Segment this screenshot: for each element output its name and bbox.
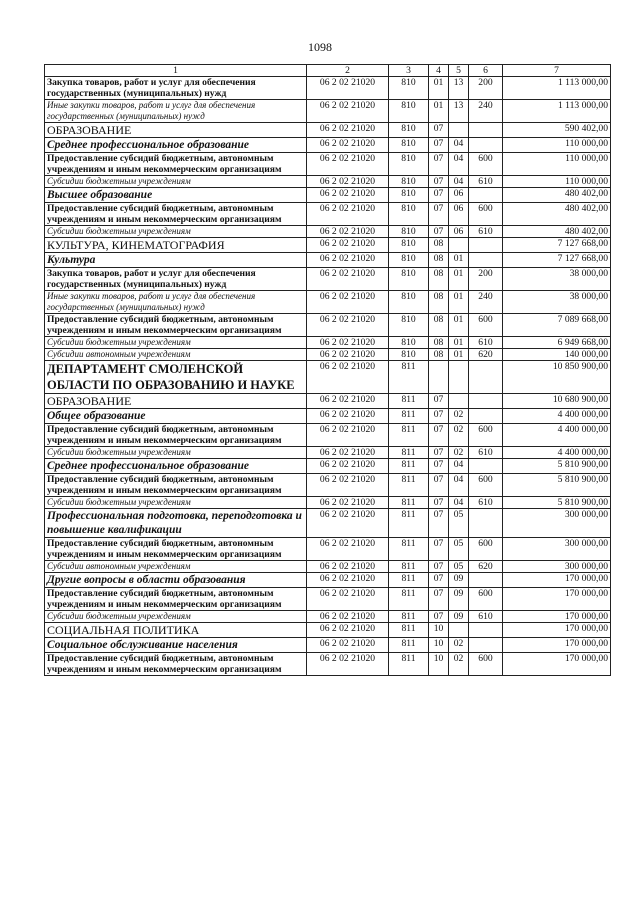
section-cell: 07 — [429, 176, 449, 188]
expense-type-cell: 610 — [469, 337, 503, 349]
table-body — [45, 77, 611, 676]
target-code-cell: 06 2 02 21020 — [307, 573, 389, 588]
amount-cell: 170 000,00 — [503, 573, 611, 588]
target-code-cell: 06 2 02 21020 — [307, 459, 389, 474]
subsection-cell: 01 — [449, 253, 469, 268]
table-row — [45, 394, 611, 409]
subsection-cell: 01 — [449, 337, 469, 349]
row-name-cell: Предоставление субсидий бюджетным, автономным учреждениям и иным некоммерческим организациям — [45, 474, 307, 497]
column-header: 3 — [389, 65, 429, 77]
section-cell: 07 — [429, 138, 449, 153]
grbs-cell: 810 — [389, 77, 429, 100]
grbs-cell: 811 — [389, 588, 429, 611]
amount-cell: 1 113 000,00 — [503, 100, 611, 123]
target-code-cell: 06 2 02 21020 — [307, 176, 389, 188]
grbs-cell: 811 — [389, 573, 429, 588]
table-row — [45, 291, 611, 314]
subsection-cell: 01 — [449, 349, 469, 361]
table-row — [45, 203, 611, 226]
row-name-cell: Иные закупки товаров, работ и услуг для обеспечения государственных (муниципальных) нужд — [45, 291, 307, 314]
expense-type-cell: 610 — [469, 226, 503, 238]
target-code-cell: 06 2 02 21020 — [307, 653, 389, 676]
grbs-cell: 811 — [389, 394, 429, 409]
row-name-cell: Субсидии бюджетным учреждениям — [45, 447, 307, 459]
amount-cell: 140 000,00 — [503, 349, 611, 361]
subsection-cell: 06 — [449, 226, 469, 238]
table-row — [45, 361, 611, 394]
expense-type-cell — [469, 361, 503, 394]
row-name-cell: Иные закупки товаров, работ и услуг для обеспечения государственных (муниципальных) нужд — [45, 100, 307, 123]
grbs-cell: 811 — [389, 561, 429, 573]
target-code-cell: 06 2 02 21020 — [307, 77, 389, 100]
table-row — [45, 611, 611, 623]
table-row — [45, 226, 611, 238]
row-name-cell: Другие вопросы в области образования — [45, 573, 307, 588]
grbs-cell: 810 — [389, 153, 429, 176]
table-row — [45, 253, 611, 268]
expense-type-cell: 610 — [469, 497, 503, 509]
amount-cell: 38 000,00 — [503, 291, 611, 314]
section-cell: 08 — [429, 268, 449, 291]
target-code-cell: 06 2 02 21020 — [307, 253, 389, 268]
subsection-cell: 05 — [449, 538, 469, 561]
section-cell: 07 — [429, 424, 449, 447]
target-code-cell: 06 2 02 21020 — [307, 623, 389, 638]
table-row — [45, 459, 611, 474]
grbs-cell: 811 — [389, 653, 429, 676]
row-name-cell: Закупка товаров, работ и услуг для обеспечения государственных (муниципальных) нужд — [45, 268, 307, 291]
table-row — [45, 474, 611, 497]
section-cell: 07 — [429, 509, 449, 538]
target-code-cell: 06 2 02 21020 — [307, 538, 389, 561]
amount-cell: 170 000,00 — [503, 623, 611, 638]
amount-cell: 110 000,00 — [503, 138, 611, 153]
section-cell: 07 — [429, 459, 449, 474]
amount-cell: 5 810 900,00 — [503, 459, 611, 474]
row-name-cell: Предоставление субсидий бюджетным, автономным учреждениям и иным некоммерческим организациям — [45, 153, 307, 176]
column-header: 1 — [45, 65, 307, 77]
section-cell: 01 — [429, 100, 449, 123]
grbs-cell: 811 — [389, 459, 429, 474]
section-cell: 10 — [429, 623, 449, 638]
section-cell: 07 — [429, 188, 449, 203]
section-cell: 07 — [429, 611, 449, 623]
target-code-cell: 06 2 02 21020 — [307, 611, 389, 623]
expense-type-cell: 600 — [469, 653, 503, 676]
target-code-cell: 06 2 02 21020 — [307, 314, 389, 337]
row-name-cell: Предоставление субсидий бюджетным, автономным учреждениям и иным некоммерческим организациям — [45, 588, 307, 611]
table-row — [45, 153, 611, 176]
amount-cell: 300 000,00 — [503, 538, 611, 561]
table-row — [45, 424, 611, 447]
target-code-cell: 06 2 02 21020 — [307, 337, 389, 349]
subsection-cell: 01 — [449, 291, 469, 314]
subsection-cell: 05 — [449, 561, 469, 573]
grbs-cell: 811 — [389, 474, 429, 497]
section-cell: 07 — [429, 123, 449, 138]
grbs-cell: 810 — [389, 238, 429, 253]
section-cell: 07 — [429, 226, 449, 238]
expense-type-cell: 620 — [469, 561, 503, 573]
amount-cell: 480 402,00 — [503, 188, 611, 203]
section-cell: 07 — [429, 561, 449, 573]
table-row — [45, 409, 611, 424]
target-code-cell: 06 2 02 21020 — [307, 238, 389, 253]
subsection-cell — [449, 394, 469, 409]
expense-type-cell — [469, 573, 503, 588]
grbs-cell: 810 — [389, 176, 429, 188]
target-code-cell: 06 2 02 21020 — [307, 188, 389, 203]
target-code-cell: 06 2 02 21020 — [307, 268, 389, 291]
target-code-cell: 06 2 02 21020 — [307, 349, 389, 361]
subsection-cell: 04 — [449, 153, 469, 176]
subsection-cell: 09 — [449, 588, 469, 611]
section-cell: 07 — [429, 588, 449, 611]
amount-cell: 4 400 000,00 — [503, 424, 611, 447]
grbs-cell: 810 — [389, 314, 429, 337]
grbs-cell: 811 — [389, 623, 429, 638]
expense-type-cell: 610 — [469, 447, 503, 459]
expense-type-cell — [469, 638, 503, 653]
subsection-cell: 02 — [449, 653, 469, 676]
row-name-cell: Профессиональная подготовка, переподготовка и повышение квалификации — [45, 509, 307, 538]
expense-type-cell: 600 — [469, 538, 503, 561]
row-name-cell: Предоставление субсидий бюджетным, автономным учреждениям и иным некоммерческим организациям — [45, 203, 307, 226]
expense-type-cell: 610 — [469, 611, 503, 623]
subsection-cell: 02 — [449, 638, 469, 653]
row-name-cell: ОБРАЗОВАНИЕ — [45, 394, 307, 409]
column-header: 4 — [429, 65, 449, 77]
section-cell: 07 — [429, 203, 449, 226]
table-row — [45, 188, 611, 203]
row-name-cell: ДЕПАРТАМЕНТ СМОЛЕНСКОЙ ОБЛАСТИ ПО ОБРАЗОВАНИЮ И НАУКЕ — [45, 361, 307, 394]
target-code-cell: 06 2 02 21020 — [307, 291, 389, 314]
row-name-cell: Социальное обслуживание населения — [45, 638, 307, 653]
table-row — [45, 349, 611, 361]
section-cell: 07 — [429, 573, 449, 588]
target-code-cell: 06 2 02 21020 — [307, 424, 389, 447]
section-cell: 08 — [429, 291, 449, 314]
subsection-cell: 04 — [449, 474, 469, 497]
amount-cell: 170 000,00 — [503, 653, 611, 676]
row-name-cell: Среднее профессиональное образование — [45, 138, 307, 153]
page-number: 1098 — [308, 40, 332, 54]
column-header: 6 — [469, 65, 503, 77]
grbs-cell: 811 — [389, 409, 429, 424]
subsection-cell: 13 — [449, 100, 469, 123]
grbs-cell: 810 — [389, 268, 429, 291]
row-name-cell: Субсидии бюджетным учреждениям — [45, 337, 307, 349]
row-name-cell: Субсидии автономным учреждениям — [45, 561, 307, 573]
target-code-cell: 06 2 02 21020 — [307, 153, 389, 176]
target-code-cell: 06 2 02 21020 — [307, 226, 389, 238]
grbs-cell: 811 — [389, 447, 429, 459]
row-name-cell: ОБРАЗОВАНИЕ — [45, 123, 307, 138]
expense-type-cell — [469, 123, 503, 138]
row-name-cell: Субсидии бюджетным учреждениям — [45, 497, 307, 509]
table-row — [45, 337, 611, 349]
section-cell: 08 — [429, 349, 449, 361]
subsection-cell: 04 — [449, 176, 469, 188]
amount-cell: 4 400 000,00 — [503, 447, 611, 459]
grbs-cell: 810 — [389, 138, 429, 153]
subsection-cell: 02 — [449, 424, 469, 447]
row-name-cell: Предоставление субсидий бюджетным, автономным учреждениям и иным некоммерческим организациям — [45, 653, 307, 676]
amount-cell: 110 000,00 — [503, 153, 611, 176]
amount-cell: 170 000,00 — [503, 588, 611, 611]
expense-type-cell: 610 — [469, 176, 503, 188]
expense-type-cell — [469, 188, 503, 203]
table-row — [45, 573, 611, 588]
grbs-cell: 810 — [389, 100, 429, 123]
budget-table — [44, 64, 611, 676]
row-name-cell: Культура — [45, 253, 307, 268]
table-row — [45, 447, 611, 459]
amount-cell: 7 127 668,00 — [503, 253, 611, 268]
target-code-cell: 06 2 02 21020 — [307, 394, 389, 409]
table-row — [45, 561, 611, 573]
table-row — [45, 138, 611, 153]
table-row — [45, 623, 611, 638]
amount-cell: 170 000,00 — [503, 611, 611, 623]
subsection-cell: 09 — [449, 573, 469, 588]
row-name-cell: Закупка товаров, работ и услуг для обеспечения государственных (муниципальных) нужд — [45, 77, 307, 100]
amount-cell: 7 127 668,00 — [503, 238, 611, 253]
subsection-cell: 01 — [449, 314, 469, 337]
target-code-cell: 06 2 02 21020 — [307, 497, 389, 509]
table-row — [45, 509, 611, 538]
target-code-cell: 06 2 02 21020 — [307, 561, 389, 573]
amount-cell: 480 402,00 — [503, 226, 611, 238]
grbs-cell: 811 — [389, 497, 429, 509]
target-code-cell: 06 2 02 21020 — [307, 509, 389, 538]
section-cell — [429, 361, 449, 394]
expense-type-cell: 600 — [469, 424, 503, 447]
section-cell: 08 — [429, 337, 449, 349]
target-code-cell: 06 2 02 21020 — [307, 203, 389, 226]
row-name-cell: Предоставление субсидий бюджетным, автономным учреждениям и иным некоммерческим организациям — [45, 424, 307, 447]
table-row — [45, 588, 611, 611]
expense-type-cell: 240 — [469, 100, 503, 123]
expense-type-cell — [469, 138, 503, 153]
table-row — [45, 653, 611, 676]
table-row — [45, 176, 611, 188]
amount-cell: 590 402,00 — [503, 123, 611, 138]
expense-type-cell: 620 — [469, 349, 503, 361]
table-row — [45, 538, 611, 561]
amount-cell: 110 000,00 — [503, 176, 611, 188]
table-row — [45, 638, 611, 653]
column-header: 5 — [449, 65, 469, 77]
expense-type-cell: 200 — [469, 268, 503, 291]
expense-type-cell: 600 — [469, 588, 503, 611]
row-name-cell: Субсидии автономным учреждениям — [45, 349, 307, 361]
target-code-cell: 06 2 02 21020 — [307, 638, 389, 653]
grbs-cell: 810 — [389, 123, 429, 138]
grbs-cell: 810 — [389, 349, 429, 361]
expense-type-cell — [469, 459, 503, 474]
amount-cell: 300 000,00 — [503, 561, 611, 573]
grbs-cell: 810 — [389, 188, 429, 203]
row-name-cell: Субсидии бюджетным учреждениям — [45, 611, 307, 623]
expense-type-cell — [469, 253, 503, 268]
target-code-cell: 06 2 02 21020 — [307, 474, 389, 497]
expense-type-cell: 600 — [469, 203, 503, 226]
subsection-cell: 01 — [449, 268, 469, 291]
table-row — [45, 123, 611, 138]
subsection-cell: 04 — [449, 459, 469, 474]
target-code-cell: 06 2 02 21020 — [307, 588, 389, 611]
subsection-cell: 13 — [449, 77, 469, 100]
table-row — [45, 314, 611, 337]
expense-type-cell — [469, 238, 503, 253]
amount-cell: 10 850 900,00 — [503, 361, 611, 394]
section-cell: 07 — [429, 538, 449, 561]
subsection-cell — [449, 623, 469, 638]
grbs-cell: 810 — [389, 203, 429, 226]
table-header-row — [45, 65, 611, 77]
target-code-cell: 06 2 02 21020 — [307, 447, 389, 459]
row-name-cell: Предоставление субсидий бюджетным, автономным учреждениям и иным некоммерческим организациям — [45, 314, 307, 337]
subsection-cell: 09 — [449, 611, 469, 623]
target-code-cell: 06 2 02 21020 — [307, 138, 389, 153]
target-code-cell: 06 2 02 21020 — [307, 361, 389, 394]
row-name-cell: КУЛЬТУРА, КИНЕМАТОГРАФИЯ — [45, 238, 307, 253]
amount-cell: 480 402,00 — [503, 203, 611, 226]
grbs-cell: 810 — [389, 253, 429, 268]
subsection-cell: 02 — [449, 447, 469, 459]
grbs-cell: 811 — [389, 424, 429, 447]
expense-type-cell: 600 — [469, 314, 503, 337]
subsection-cell: 06 — [449, 188, 469, 203]
section-cell: 07 — [429, 409, 449, 424]
section-cell: 08 — [429, 238, 449, 253]
amount-cell: 7 089 668,00 — [503, 314, 611, 337]
row-name-cell: Высшее образование — [45, 188, 307, 203]
target-code-cell: 06 2 02 21020 — [307, 409, 389, 424]
grbs-cell: 811 — [389, 538, 429, 561]
subsection-cell: 02 — [449, 409, 469, 424]
subsection-cell — [449, 123, 469, 138]
target-code-cell: 06 2 02 21020 — [307, 123, 389, 138]
grbs-cell: 811 — [389, 509, 429, 538]
expense-type-cell — [469, 409, 503, 424]
grbs-cell: 810 — [389, 337, 429, 349]
row-name-cell: Субсидии бюджетным учреждениям — [45, 226, 307, 238]
amount-cell: 1 113 000,00 — [503, 77, 611, 100]
subsection-cell: 04 — [449, 138, 469, 153]
row-name-cell: СОЦИАЛЬНАЯ ПОЛИТИКА — [45, 623, 307, 638]
row-name-cell: Среднее профессиональное образование — [45, 459, 307, 474]
target-code-cell: 06 2 02 21020 — [307, 100, 389, 123]
subsection-cell: 05 — [449, 509, 469, 538]
subsection-cell — [449, 238, 469, 253]
row-name-cell: Субсидии бюджетным учреждениям — [45, 176, 307, 188]
section-cell: 07 — [429, 394, 449, 409]
section-cell: 07 — [429, 497, 449, 509]
grbs-cell: 811 — [389, 611, 429, 623]
row-name-cell: Общее образование — [45, 409, 307, 424]
table-row — [45, 238, 611, 253]
section-cell: 10 — [429, 653, 449, 676]
amount-cell: 38 000,00 — [503, 268, 611, 291]
expense-type-cell: 600 — [469, 153, 503, 176]
expense-type-cell: 240 — [469, 291, 503, 314]
expense-type-cell — [469, 509, 503, 538]
grbs-cell: 811 — [389, 361, 429, 394]
amount-cell: 5 810 900,00 — [503, 474, 611, 497]
amount-cell: 6 949 668,00 — [503, 337, 611, 349]
subsection-cell — [449, 361, 469, 394]
expense-type-cell: 600 — [469, 474, 503, 497]
expense-type-cell: 200 — [469, 77, 503, 100]
section-cell: 08 — [429, 314, 449, 337]
amount-cell: 10 680 900,00 — [503, 394, 611, 409]
grbs-cell: 811 — [389, 638, 429, 653]
expense-type-cell — [469, 394, 503, 409]
subsection-cell: 06 — [449, 203, 469, 226]
amount-cell: 300 000,00 — [503, 509, 611, 538]
grbs-cell: 810 — [389, 291, 429, 314]
amount-cell: 4 400 000,00 — [503, 409, 611, 424]
section-cell: 08 — [429, 253, 449, 268]
expense-type-cell — [469, 623, 503, 638]
amount-cell: 5 810 900,00 — [503, 497, 611, 509]
table-row — [45, 268, 611, 291]
table-row — [45, 100, 611, 123]
section-cell: 07 — [429, 474, 449, 497]
section-cell: 07 — [429, 153, 449, 176]
section-cell: 10 — [429, 638, 449, 653]
table-row — [45, 497, 611, 509]
column-header: 2 — [307, 65, 389, 77]
column-header: 7 — [503, 65, 611, 77]
amount-cell: 170 000,00 — [503, 638, 611, 653]
row-name-cell: Предоставление субсидий бюджетным, автономным учреждениям и иным некоммерческим организациям — [45, 538, 307, 561]
subsection-cell: 04 — [449, 497, 469, 509]
section-cell: 01 — [429, 77, 449, 100]
grbs-cell: 810 — [389, 226, 429, 238]
table-row — [45, 77, 611, 100]
section-cell: 07 — [429, 447, 449, 459]
